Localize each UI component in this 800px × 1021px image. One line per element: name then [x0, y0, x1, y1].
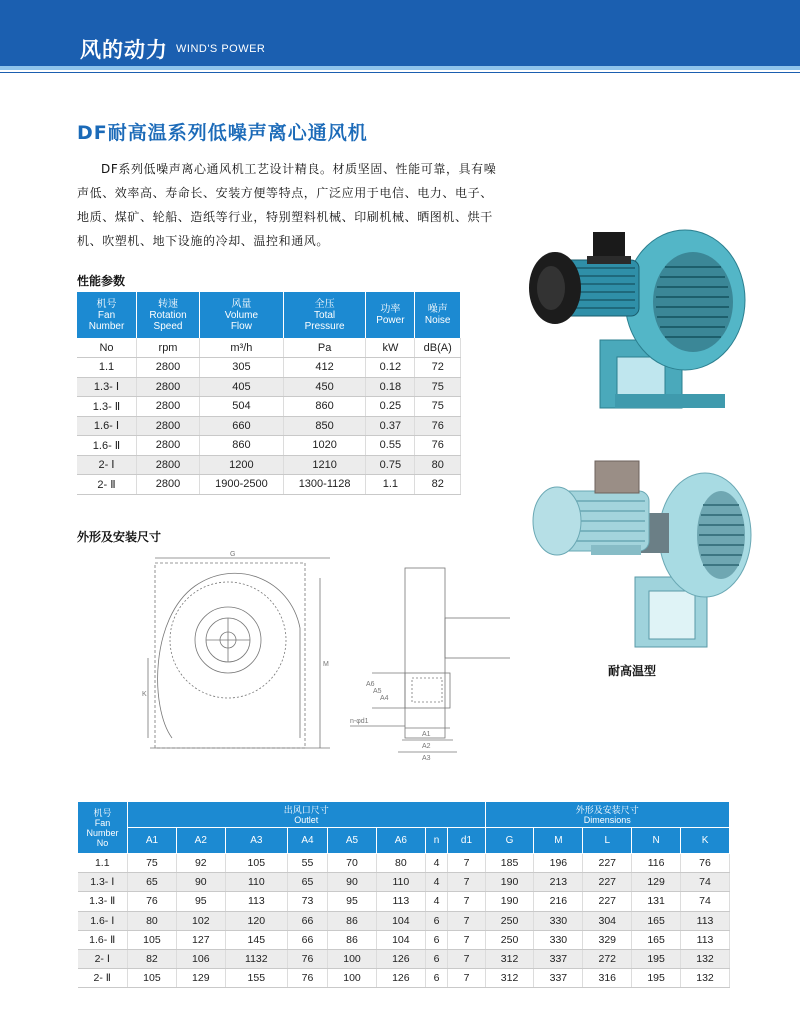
dims-cell: 80 — [376, 854, 425, 873]
perf-cell: 76 — [415, 416, 461, 436]
dims-cell: 4 — [425, 873, 448, 892]
dimensions-header-cn: 外形及安装尺寸 — [575, 804, 639, 815]
label-a3: A3 — [422, 755, 431, 762]
dims-cell: 65 — [287, 873, 327, 892]
perf-cell: 1020 — [283, 436, 366, 456]
dims-cell: 132 — [681, 949, 730, 968]
perf-header-line: Speed — [153, 320, 183, 332]
dims-cell: 6 — [425, 969, 448, 988]
table-row — [77, 416, 461, 436]
perf-cell: 82 — [415, 475, 461, 495]
perf-cell: 1.6- Ⅱ — [77, 436, 137, 456]
dims-cell: 66 — [287, 930, 327, 949]
table-row — [77, 377, 461, 397]
label-a5: A5 — [373, 688, 382, 695]
dims-cell: 90 — [328, 873, 377, 892]
label-m: M — [323, 661, 329, 668]
dims-column-header: n — [425, 828, 448, 854]
header-rule — [0, 72, 800, 73]
dims-cell: 70 — [328, 854, 377, 873]
perf-header-cell — [415, 292, 461, 338]
dims-cell: 1132 — [225, 949, 287, 968]
perf-cell: 504 — [199, 397, 283, 417]
dims-cell: 7 — [448, 969, 485, 988]
dims-cell: 106 — [176, 949, 225, 968]
dims-cell: 227 — [583, 854, 632, 873]
dims-cell: 316 — [583, 969, 632, 988]
dims-cell: 330 — [534, 930, 583, 949]
table-row — [78, 892, 730, 911]
perf-cell: 850 — [283, 416, 366, 436]
perf-unit-cell: dB(A) — [415, 338, 461, 358]
perf-cell: 2800 — [137, 416, 200, 436]
page-header — [0, 0, 800, 70]
perf-cell: 860 — [199, 436, 283, 456]
dims-column-header: L — [583, 828, 632, 854]
dims-cell: 100 — [328, 969, 377, 988]
dims-cell: 272 — [583, 949, 632, 968]
page-title: DF耐高温系列低噪声离心通风机 — [77, 122, 368, 144]
dims-cell: 95 — [328, 892, 377, 911]
table-row — [78, 969, 730, 988]
perf-header-cell — [77, 292, 137, 338]
dims-cell: 73 — [287, 892, 327, 911]
dims-cell: 6 — [425, 911, 448, 930]
perf-cell: 1.1 — [366, 475, 415, 495]
label-g: G — [230, 551, 236, 558]
dims-cell: 250 — [485, 930, 534, 949]
dims-cell: 165 — [632, 911, 681, 930]
dims-cell: 65 — [128, 873, 177, 892]
dimensions-table — [77, 801, 730, 988]
perf-cell: 412 — [283, 358, 366, 378]
dimension-drawing — [140, 548, 510, 773]
table-row — [77, 455, 461, 475]
dims-cell: 337 — [534, 969, 583, 988]
perf-cell: 1300-1128 — [283, 475, 366, 495]
dims-cell: 90 — [176, 873, 225, 892]
perf-cell: 1210 — [283, 455, 366, 475]
dims-cell: 304 — [583, 911, 632, 930]
perf-cell: 2800 — [137, 455, 200, 475]
dims-cell: 2- Ⅱ — [78, 969, 128, 988]
dims-cell: 196 — [534, 854, 583, 873]
dims-cell: 129 — [176, 969, 225, 988]
performance-header-row — [77, 292, 461, 338]
perf-cell: 2- Ⅱ — [77, 475, 137, 495]
dims-cell: 7 — [448, 873, 485, 892]
table-row — [78, 949, 730, 968]
dims-column-header: d1 — [448, 828, 485, 854]
perf-units-row — [77, 338, 461, 358]
dims-cell: 76 — [287, 949, 327, 968]
perf-unit-cell: kW — [366, 338, 415, 358]
perf-header-line: Total — [314, 309, 336, 321]
label-a1: A1 — [422, 731, 431, 738]
dims-cell: 113 — [225, 892, 287, 911]
perf-cell: 305 — [199, 358, 283, 378]
dims-column-header: K — [681, 828, 730, 854]
dims-column-header: G — [485, 828, 534, 854]
perf-cell: 0.75 — [366, 455, 415, 475]
dims-cell: 86 — [328, 930, 377, 949]
dims-column-header: A5 — [328, 828, 377, 854]
dims-cell: 190 — [485, 892, 534, 911]
dimensions-column-row — [78, 828, 730, 854]
label-n-d1: n-φd1 — [350, 718, 369, 725]
dims-cell: 86 — [328, 911, 377, 930]
dims-cell: 76 — [128, 892, 177, 911]
perf-cell: 75 — [415, 397, 461, 417]
dims-cell: 110 — [225, 873, 287, 892]
perf-unit-cell: m³/h — [199, 338, 283, 358]
perf-header-line: 机号 — [96, 298, 117, 310]
perf-cell: 72 — [415, 358, 461, 378]
outlet-header — [128, 802, 486, 828]
dims-cell: 227 — [583, 892, 632, 911]
dims-cell: 127 — [176, 930, 225, 949]
perf-cell: 0.55 — [366, 436, 415, 456]
dims-column-header: M — [534, 828, 583, 854]
fan-photo-standard — [525, 222, 755, 422]
perf-cell: 450 — [283, 377, 366, 397]
dims-column-header: N — [632, 828, 681, 854]
perf-cell: 0.25 — [366, 397, 415, 417]
dims-cell: 55 — [287, 854, 327, 873]
perf-header-line: Power — [376, 315, 405, 326]
perf-cell: 1900-2500 — [199, 475, 283, 495]
perf-header-line: 功率 — [380, 304, 401, 315]
dims-cell: 131 — [632, 892, 681, 911]
brand-name-en: WIND'S POWER — [176, 43, 266, 55]
fan-header-no: No — [96, 837, 109, 848]
table-row — [78, 873, 730, 892]
dims-cell: 95 — [176, 892, 225, 911]
dimensions-header — [485, 802, 729, 828]
intro-paragraph: DF系列低噪声离心通风机工艺设计精良。材质坚固、性能可靠，具有噪声低、效率高、寿命长、安装方便等特点，广泛应用于电信、电力、电子、地质、煤矿、轮船、造纸等行业，特别塑料机械、印刷机械、晒图机、烘干机、吹塑机、地下设施的冷却、温控和通风。 — [77, 162, 497, 248]
perf-header-line: 噪声 — [427, 304, 448, 315]
dims-cell: 337 — [534, 949, 583, 968]
perf-cell: 1.1 — [77, 358, 137, 378]
fan-header-en1: Fan — [94, 817, 111, 828]
dims-cell: 92 — [176, 854, 225, 873]
label-a2: A2 — [422, 743, 431, 750]
table-row — [78, 911, 730, 930]
dims-cell: 2- Ⅰ — [78, 949, 128, 968]
dims-cell: 185 — [485, 854, 534, 873]
perf-cell: 0.37 — [366, 416, 415, 436]
outlet-header-cn: 出风口尺寸 — [283, 804, 329, 815]
dims-cell: 126 — [376, 949, 425, 968]
perf-cell: 1.3- Ⅱ — [77, 397, 137, 417]
dims-cell: 104 — [376, 911, 425, 930]
dims-cell: 129 — [632, 873, 681, 892]
dims-cell: 4 — [425, 854, 448, 873]
perf-cell: 2800 — [137, 436, 200, 456]
dims-column-header: A3 — [225, 828, 287, 854]
outlet-header-en: Outlet — [294, 814, 319, 825]
perf-unit-cell: No — [77, 338, 137, 358]
table-row — [77, 358, 461, 378]
perf-header-line: Pressure — [304, 320, 345, 332]
brand-name: 风的动力 — [80, 38, 168, 62]
dims-cell: 102 — [176, 911, 225, 930]
dims-cell: 105 — [128, 930, 177, 949]
dimensions-header-en: Dimensions — [583, 814, 631, 825]
dims-cell: 7 — [448, 930, 485, 949]
perf-header-line: Number — [88, 320, 125, 332]
dims-cell: 76 — [287, 969, 327, 988]
perf-cell: 2800 — [137, 377, 200, 397]
perf-cell: 0.18 — [366, 377, 415, 397]
dims-cell: 216 — [534, 892, 583, 911]
table-row — [78, 930, 730, 949]
dims-cell: 100 — [328, 949, 377, 968]
perf-header-line: Flow — [230, 320, 252, 332]
dims-cell: 145 — [225, 930, 287, 949]
label-a4: A4 — [380, 695, 389, 702]
dims-cell: 1.6- Ⅰ — [78, 911, 128, 930]
dims-cell: 74 — [681, 873, 730, 892]
dims-cell: 1.3- Ⅱ — [78, 892, 128, 911]
table-row — [78, 854, 730, 873]
dims-cell: 66 — [287, 911, 327, 930]
dims-cell: 80 — [128, 911, 177, 930]
dims-cell: 7 — [448, 892, 485, 911]
dims-cell: 227 — [583, 873, 632, 892]
dims-cell: 195 — [632, 969, 681, 988]
dims-cell: 213 — [534, 873, 583, 892]
perf-cell: 2800 — [137, 475, 200, 495]
performance-table — [77, 292, 461, 495]
dims-cell: 105 — [225, 854, 287, 873]
perf-unit-cell: Pa — [283, 338, 366, 358]
label-a6: A6 — [366, 681, 375, 688]
dims-cell: 155 — [225, 969, 287, 988]
dims-column-header: A1 — [128, 828, 177, 854]
dims-cell: 7 — [448, 854, 485, 873]
dims-column-header: A6 — [376, 828, 425, 854]
table-row — [77, 475, 461, 495]
dims-cell: 4 — [425, 892, 448, 911]
perf-cell: 75 — [415, 377, 461, 397]
perf-cell: 660 — [199, 416, 283, 436]
perf-cell: 2800 — [137, 358, 200, 378]
dims-cell: 190 — [485, 873, 534, 892]
dims-cell: 7 — [448, 911, 485, 930]
perf-header-line: 风量 — [231, 298, 252, 310]
dims-cell: 165 — [632, 930, 681, 949]
dims-cell: 113 — [681, 911, 730, 930]
dims-cell: 312 — [485, 949, 534, 968]
perf-header-cell — [137, 292, 200, 338]
perf-cell: 405 — [199, 377, 283, 397]
dims-cell: 195 — [632, 949, 681, 968]
dims-cell: 76 — [681, 854, 730, 873]
dims-cell: 7 — [448, 949, 485, 968]
dims-cell: 6 — [425, 930, 448, 949]
dims-cell: 312 — [485, 969, 534, 988]
perf-header-line: Noise — [424, 315, 451, 326]
perf-header-cell — [366, 292, 415, 338]
dims-column-header: A4 — [287, 828, 327, 854]
perf-cell: 860 — [283, 397, 366, 417]
fan-photo-high-temp — [525, 455, 755, 650]
perf-cell: 2- Ⅰ — [77, 455, 137, 475]
fan-header-cn: 机号 — [93, 807, 112, 818]
perf-cell: 80 — [415, 455, 461, 475]
perf-header-line: Rotation — [149, 309, 187, 321]
dims-cell: 116 — [632, 854, 681, 873]
perf-header-line: 转速 — [158, 298, 179, 310]
dims-cell: 110 — [376, 873, 425, 892]
perf-unit-cell: rpm — [137, 338, 200, 358]
performance-heading: 性能参数 — [77, 274, 126, 288]
perf-header-line: 全压 — [314, 298, 335, 310]
perf-cell: 76 — [415, 436, 461, 456]
perf-header-cell — [199, 292, 283, 338]
header-stripe — [0, 66, 800, 70]
perf-header-line: Fan — [97, 309, 116, 321]
perf-header-line: Volume — [224, 309, 259, 321]
label-k: K — [142, 691, 147, 698]
perf-cell: 1.6- Ⅰ — [77, 416, 137, 436]
dims-cell: 113 — [376, 892, 425, 911]
perf-header-cell — [283, 292, 366, 338]
dims-cell: 1.1 — [78, 854, 128, 873]
dims-cell: 104 — [376, 930, 425, 949]
dims-cell: 113 — [681, 930, 730, 949]
dims-cell: 250 — [485, 911, 534, 930]
dims-cell: 75 — [128, 854, 177, 873]
fan-header-en2: Number — [86, 827, 119, 838]
drawing-heading: 外形及安装尺寸 — [77, 530, 162, 544]
dims-cell: 74 — [681, 892, 730, 911]
table-row — [77, 397, 461, 417]
perf-cell: 2800 — [137, 397, 200, 417]
dims-cell: 330 — [534, 911, 583, 930]
dims-cell: 126 — [376, 969, 425, 988]
dims-cell: 105 — [128, 969, 177, 988]
perf-cell: 0.12 — [366, 358, 415, 378]
table-row — [77, 436, 461, 456]
dims-cell: 6 — [425, 949, 448, 968]
perf-cell: 1200 — [199, 455, 283, 475]
dims-cell: 120 — [225, 911, 287, 930]
dims-cell: 1.6- Ⅱ — [78, 930, 128, 949]
dims-cell: 329 — [583, 930, 632, 949]
perf-cell: 1.3- Ⅰ — [77, 377, 137, 397]
dims-cell: 82 — [128, 949, 177, 968]
product-label: 耐高温型 — [608, 664, 657, 678]
fan-number-header — [78, 802, 128, 854]
dims-column-header: A2 — [176, 828, 225, 854]
dims-cell: 132 — [681, 969, 730, 988]
dims-cell: 1.3- Ⅰ — [78, 873, 128, 892]
